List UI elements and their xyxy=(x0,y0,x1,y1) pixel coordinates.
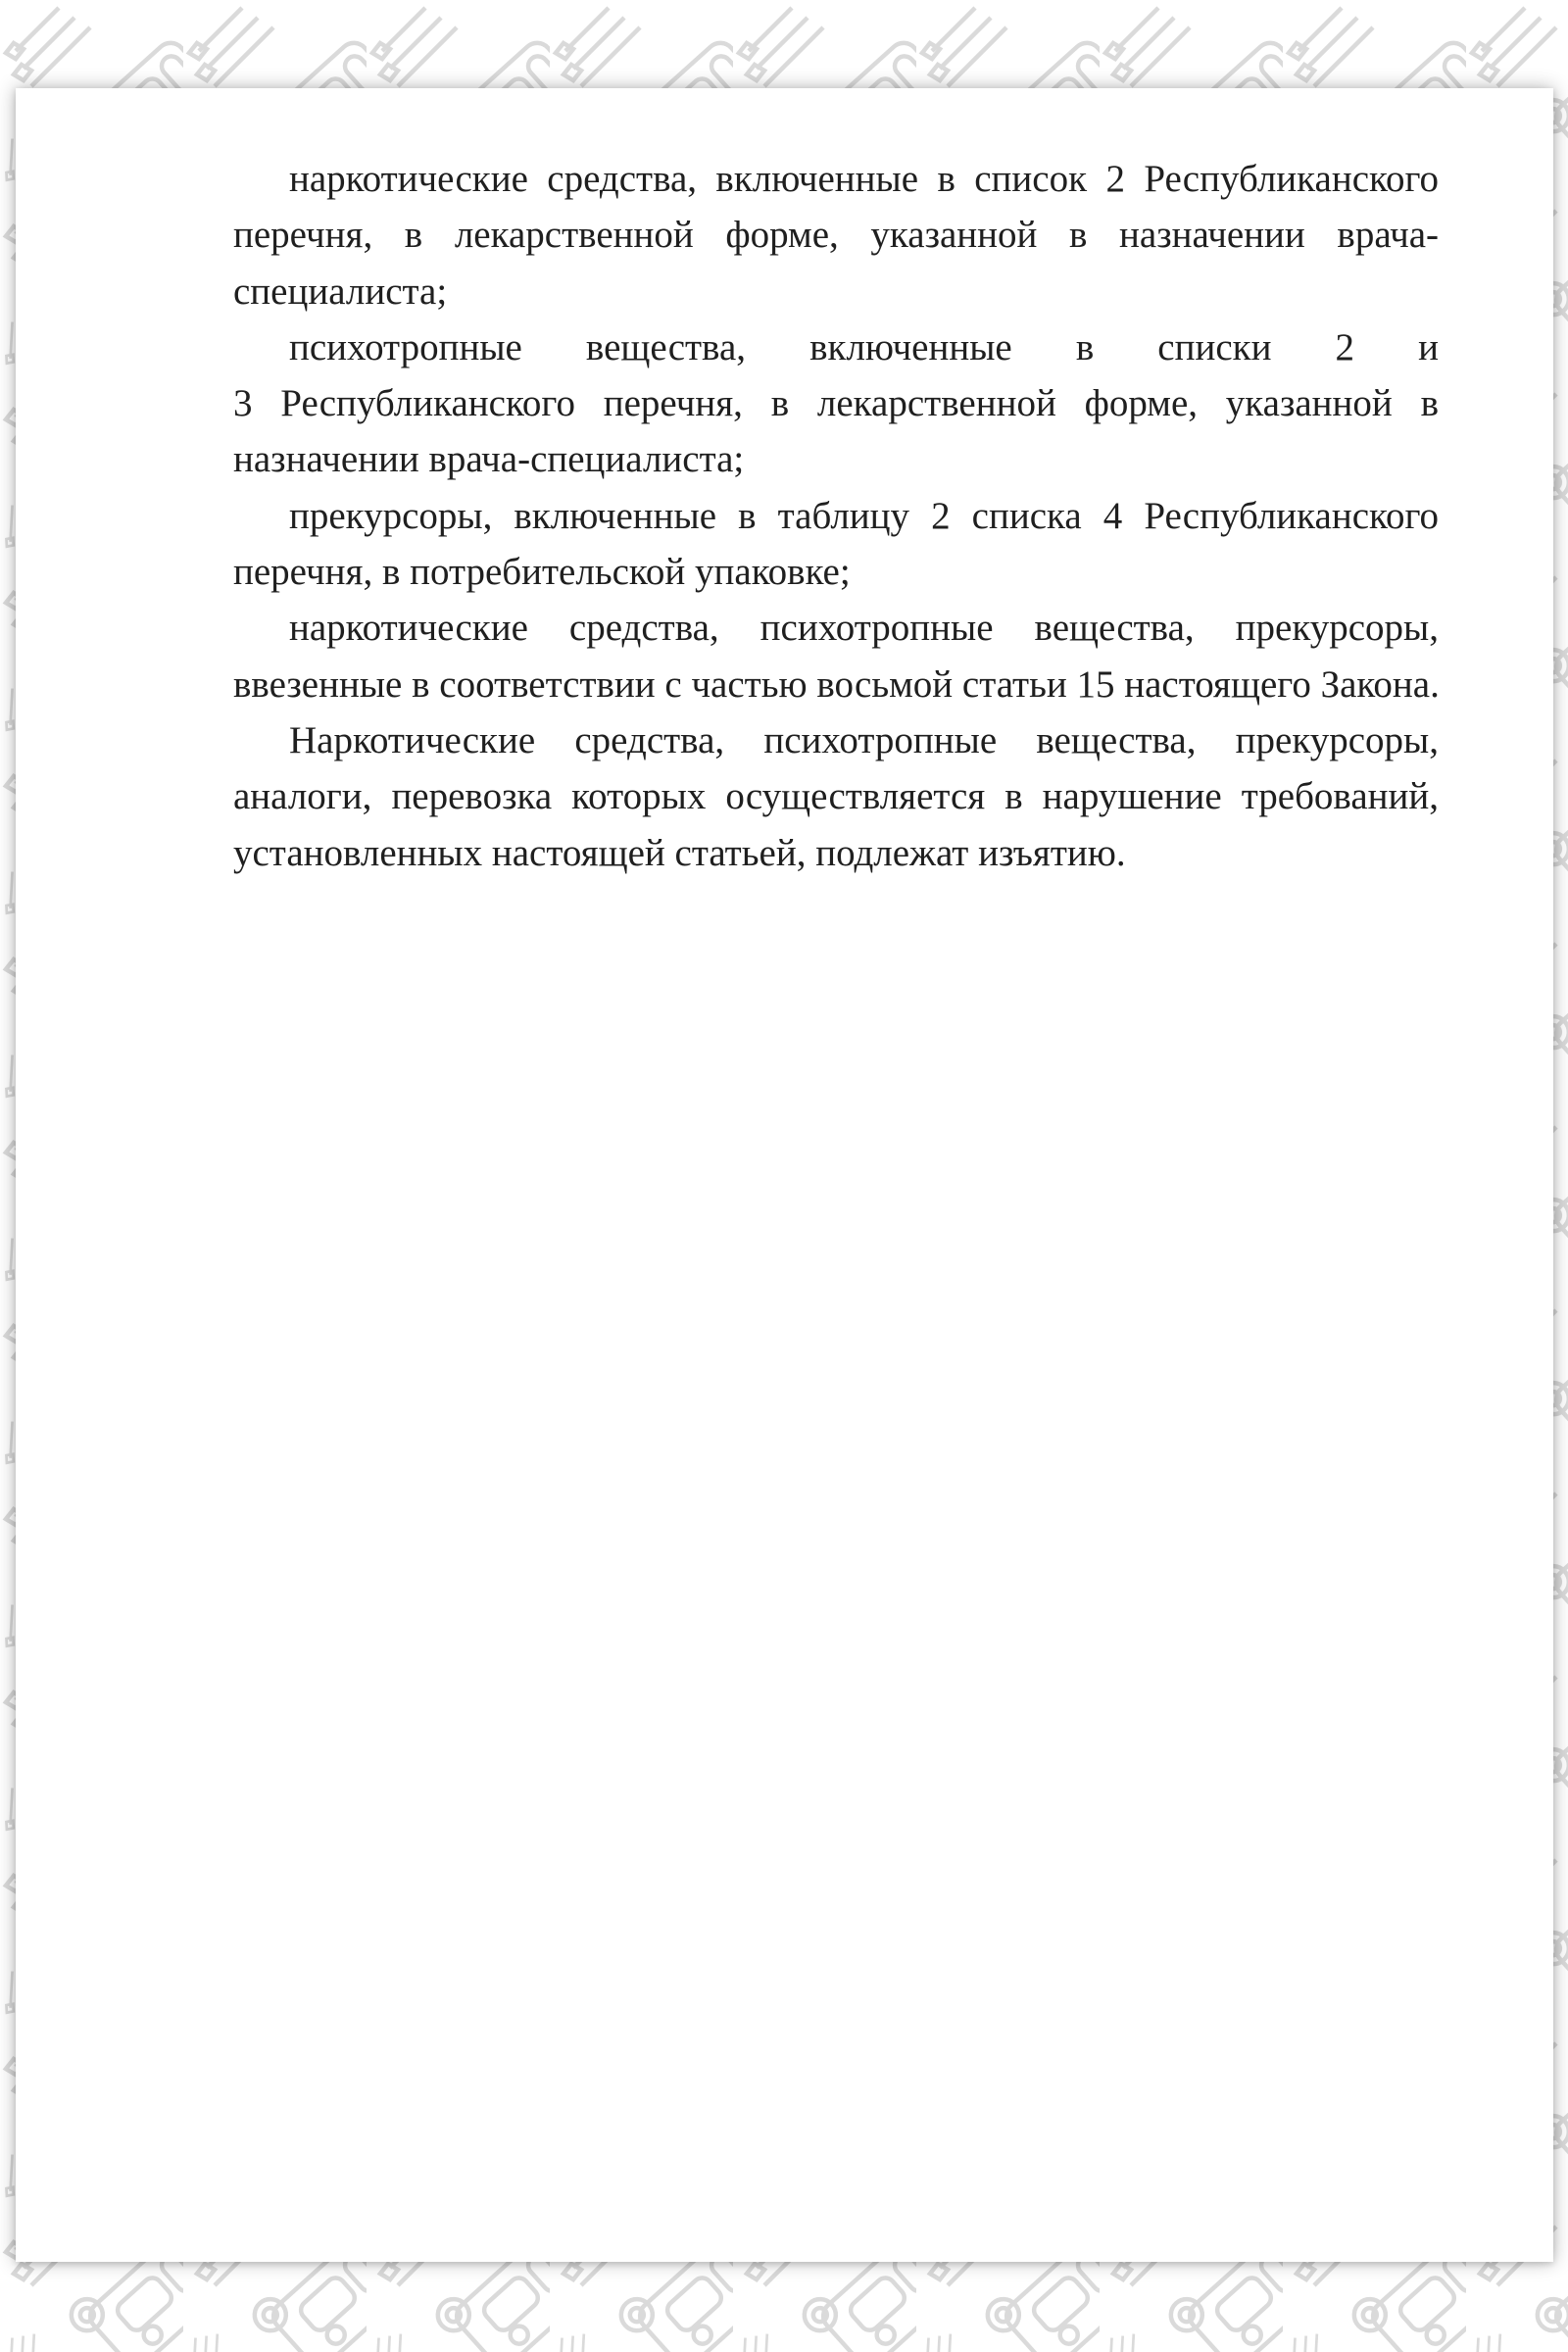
text-line: психотропные вещества, включенные в списки 2 и xyxy=(289,325,1439,368)
paragraph xyxy=(233,151,1439,319)
document-page xyxy=(16,88,1553,2262)
paragraph xyxy=(233,600,1439,712)
text-line: перечня, в потребительской упаковке; xyxy=(233,551,851,594)
text-line: аналоги, перевозка которых осуществляется в нарушение требований, xyxy=(233,775,1439,818)
text-line: назначении врача-специалиста; xyxy=(233,438,745,481)
text-line: перечня, в лекарственной форме, указанной в назначении врача- xyxy=(233,214,1439,257)
paragraph xyxy=(233,488,1439,601)
paragraph xyxy=(233,712,1439,881)
text-line: наркотические средства, включенные в список 2 Республиканского xyxy=(289,158,1439,200)
text-line: ввезенные в соответствии с частью восьмой статьи 15 настоящего Закона. xyxy=(233,662,1440,706)
text-line: установленных настоящей статьей, подлежат изъятию. xyxy=(233,831,1126,874)
text-line: специалиста; xyxy=(233,270,448,313)
text-line: Наркотические средства, психотропные вещества, прекурсоры, xyxy=(289,718,1439,761)
document-text xyxy=(233,151,1439,881)
paragraph xyxy=(233,319,1439,488)
text-line: 3 Республиканского перечня, в лекарственной форме, указанной в xyxy=(233,382,1439,425)
text-line: прекурсоры, включенные в таблицу 2 списка 4 Республиканского xyxy=(289,494,1439,537)
text-line: наркотические средства, психотропные вещества, прекурсоры, xyxy=(289,607,1439,650)
